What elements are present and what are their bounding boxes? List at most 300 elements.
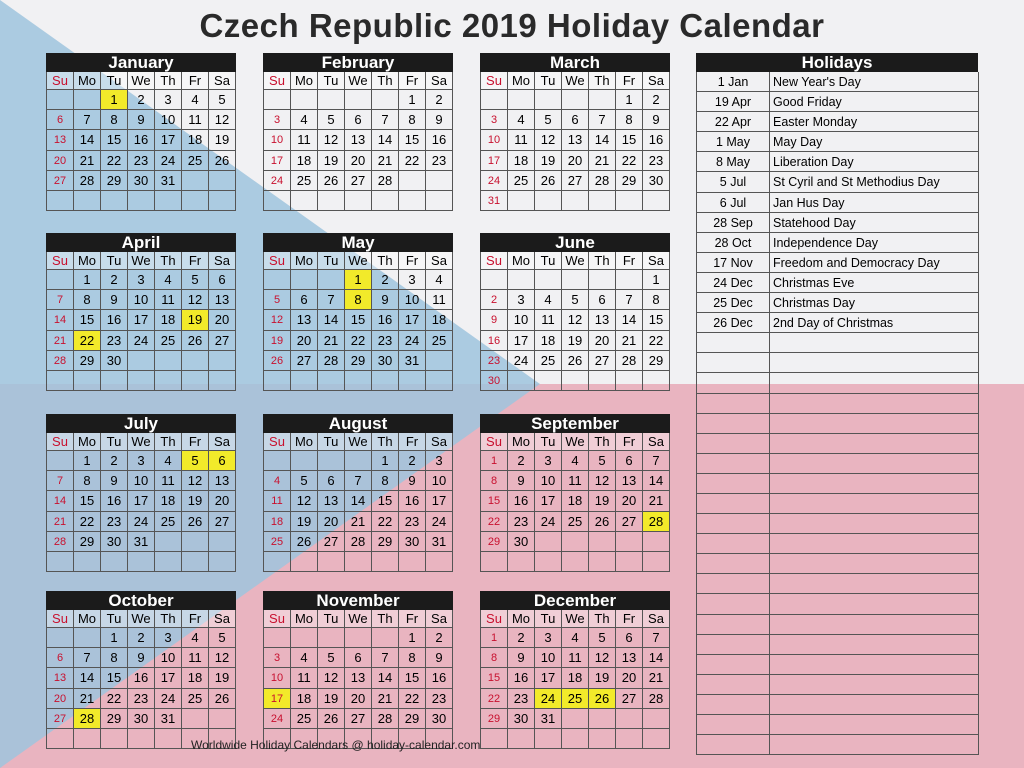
day-cell: 28 [47,351,74,371]
month-name: May [263,233,453,252]
day-cell: 9 [399,471,426,491]
day-cell: 10 [535,648,562,668]
empty-holiday-row [697,474,770,494]
empty-cell [535,191,562,211]
empty-holiday-row [697,695,770,715]
day-cell: 4 [155,270,182,290]
day-cell: 2 [508,628,535,648]
empty-cell [589,709,616,729]
empty-cell [74,729,101,749]
day-cell: 20 [562,151,589,171]
day-cell: 12 [589,648,616,668]
empty-holiday-row [770,735,979,755]
weekday-header: Th [155,72,182,90]
day-cell: 14 [47,310,74,330]
empty-cell [47,191,74,211]
day-cell: 8 [74,471,101,491]
day-cell: 4 [182,628,209,648]
day-cell: 15 [616,130,643,150]
day-cell: 9 [128,110,155,130]
weekday-header: Th [589,72,616,90]
day-cell: 5 [264,290,291,310]
day-cell: 4 [562,628,589,648]
day-cell: 16 [643,130,670,150]
day-cell: 12 [182,471,209,491]
day-cell: 29 [481,709,508,729]
day-cell: 28 [74,709,101,729]
day-cell: 31 [426,532,453,552]
empty-cell [128,351,155,371]
day-cell: 2 [101,270,128,290]
day-grid [263,72,453,211]
day-cell: 11 [182,110,209,130]
day-cell: 13 [291,310,318,330]
empty-cell [291,270,318,290]
empty-holiday-row [697,675,770,695]
day-cell: 2 [426,90,453,110]
empty-cell [616,371,643,391]
weekday-header: Mo [74,610,101,628]
day-cell: 6 [345,648,372,668]
month-may [263,233,453,391]
day-cell: 3 [481,110,508,130]
empty-cell [155,729,182,749]
day-cell: 19 [318,689,345,709]
weekday-header: Mo [291,433,318,451]
day-cell: 5 [182,270,209,290]
day-cell: 17 [535,668,562,688]
weekday-header: Sa [426,433,453,451]
day-cell: 1 [399,628,426,648]
empty-cell [508,729,535,749]
weekday-header: Th [155,433,182,451]
day-cell: 31 [128,532,155,552]
weekday-header: Mo [74,72,101,90]
weekday-header: Th [372,610,399,628]
empty-cell [47,552,74,572]
day-cell: 28 [372,709,399,729]
day-cell: 28 [74,171,101,191]
day-cell: 7 [643,451,670,471]
weekday-header: Tu [101,610,128,628]
day-cell: 17 [264,151,291,171]
empty-cell [264,270,291,290]
day-cell: 22 [74,512,101,532]
empty-holiday-row [770,615,979,635]
empty-cell [643,532,670,552]
holiday-name: May Day [770,132,979,152]
empty-cell [481,552,508,572]
day-cell: 27 [562,171,589,191]
empty-cell [508,90,535,110]
day-cell: 10 [155,648,182,668]
day-cell: 6 [616,628,643,648]
day-cell: 22 [74,331,101,351]
day-cell: 3 [535,451,562,471]
empty-cell [74,90,101,110]
month-name: February [263,53,453,72]
day-cell: 11 [508,130,535,150]
weekday-header: We [345,252,372,270]
day-cell: 9 [101,471,128,491]
empty-cell [155,371,182,391]
empty-cell [209,191,236,211]
day-cell: 7 [47,471,74,491]
day-grid [480,252,670,391]
weekday-header: Mo [508,252,535,270]
day-cell: 24 [128,331,155,351]
day-cell: 30 [508,709,535,729]
day-cell: 22 [399,689,426,709]
day-cell: 15 [399,668,426,688]
empty-cell [291,451,318,471]
day-cell: 26 [182,512,209,532]
empty-cell [562,552,589,572]
day-cell: 13 [345,130,372,150]
empty-cell [372,90,399,110]
day-cell: 15 [345,310,372,330]
empty-cell [562,191,589,211]
empty-cell [643,729,670,749]
day-cell: 3 [399,270,426,290]
day-cell: 14 [345,491,372,511]
holiday-name: New Year's Day [770,72,979,92]
empty-cell [345,552,372,572]
empty-cell [318,628,345,648]
empty-cell [74,628,101,648]
holiday-name: Statehood Day [770,213,979,233]
weekday-header: Fr [616,610,643,628]
empty-holiday-row [770,554,979,574]
empty-cell [643,371,670,391]
day-cell: 15 [372,491,399,511]
day-cell: 16 [372,310,399,330]
day-cell: 18 [182,668,209,688]
empty-cell [481,90,508,110]
day-cell: 18 [264,512,291,532]
empty-holiday-row [770,574,979,594]
weekday-header: Su [47,610,74,628]
weekday-header: Th [372,252,399,270]
day-cell: 15 [643,310,670,330]
weekday-header: Su [481,433,508,451]
day-cell: 26 [291,532,318,552]
day-cell: 23 [101,331,128,351]
month-name: December [480,591,670,610]
day-cell: 23 [399,512,426,532]
holiday-name: Freedom and Democracy Day [770,253,979,273]
weekday-header: Su [47,252,74,270]
day-cell: 13 [47,130,74,150]
empty-cell [589,90,616,110]
weekday-header: Su [481,610,508,628]
day-cell: 25 [562,689,589,709]
holidays-table [696,72,978,755]
empty-holiday-row [697,394,770,414]
empty-cell [508,191,535,211]
day-cell: 15 [399,130,426,150]
day-cell: 24 [264,171,291,191]
day-cell: 17 [128,310,155,330]
empty-cell [74,552,101,572]
weekday-header: Su [47,72,74,90]
day-cell: 20 [589,331,616,351]
month-february [263,53,453,211]
empty-cell [209,351,236,371]
weekday-header: Mo [291,252,318,270]
day-cell: 6 [47,110,74,130]
day-cell: 31 [155,171,182,191]
empty-holiday-row [770,594,979,614]
day-cell: 22 [101,689,128,709]
empty-cell [643,191,670,211]
day-cell: 4 [291,648,318,668]
weekday-header: Su [264,72,291,90]
day-cell: 24 [535,512,562,532]
empty-holiday-row [770,333,979,353]
day-cell: 11 [182,648,209,668]
day-cell: 12 [562,310,589,330]
day-cell: 19 [264,331,291,351]
day-cell: 30 [399,532,426,552]
day-cell: 23 [508,689,535,709]
weekday-header: Th [155,252,182,270]
weekday-header: Sa [426,610,453,628]
day-cell: 25 [155,512,182,532]
day-cell: 2 [508,451,535,471]
weekday-header: Fr [182,252,209,270]
weekday-header: Sa [643,252,670,270]
day-cell: 27 [345,171,372,191]
day-cell: 25 [155,331,182,351]
month-name: March [480,53,670,72]
day-cell: 24 [264,709,291,729]
day-cell: 28 [643,512,670,532]
month-july [46,414,236,572]
day-cell: 9 [426,648,453,668]
empty-holiday-row [770,715,979,735]
day-cell: 4 [264,471,291,491]
day-cell: 11 [264,491,291,511]
weekday-header: We [562,72,589,90]
day-grid [46,610,236,749]
weekday-header: Fr [182,433,209,451]
weekday-header: Fr [616,433,643,451]
empty-holiday-row [697,373,770,393]
month-april [46,233,236,391]
empty-cell [616,270,643,290]
weekday-header: We [345,433,372,451]
day-cell: 16 [508,668,535,688]
day-cell: 25 [182,151,209,171]
day-cell: 4 [562,451,589,471]
weekday-header: Su [481,72,508,90]
day-cell: 1 [643,270,670,290]
empty-cell [372,628,399,648]
day-cell: 22 [101,151,128,171]
day-cell: 29 [101,171,128,191]
empty-cell [74,191,101,211]
empty-cell [399,552,426,572]
day-cell: 1 [616,90,643,110]
day-cell: 28 [47,532,74,552]
empty-cell [182,171,209,191]
day-cell: 6 [589,290,616,310]
day-cell: 13 [616,471,643,491]
day-cell: 8 [74,290,101,310]
day-cell: 1 [481,451,508,471]
day-cell: 6 [209,270,236,290]
day-cell: 26 [264,351,291,371]
day-cell: 18 [291,151,318,171]
empty-cell [345,371,372,391]
empty-holiday-row [697,635,770,655]
day-cell: 11 [562,471,589,491]
day-cell: 12 [318,668,345,688]
day-cell: 28 [589,171,616,191]
weekday-header: Tu [535,252,562,270]
day-cell: 17 [481,151,508,171]
day-cell: 29 [74,351,101,371]
empty-cell [372,191,399,211]
holiday-name: Liberation Day [770,152,979,172]
day-cell: 7 [74,648,101,668]
holiday-date: 26 Dec [697,313,770,333]
day-cell: 12 [209,648,236,668]
holiday-date: 25 Dec [697,293,770,313]
holiday-name: Easter Monday [770,112,979,132]
empty-cell [399,371,426,391]
day-cell: 21 [318,331,345,351]
day-cell: 14 [589,130,616,150]
weekday-header: Tu [318,433,345,451]
empty-cell [426,191,453,211]
day-cell: 23 [128,151,155,171]
day-cell: 14 [372,668,399,688]
day-cell: 4 [291,110,318,130]
empty-cell [562,709,589,729]
day-cell: 27 [209,331,236,351]
month-name: June [480,233,670,252]
day-cell: 16 [426,668,453,688]
month-name: August [263,414,453,433]
day-cell: 11 [155,471,182,491]
day-cell: 25 [562,512,589,532]
day-cell: 18 [291,689,318,709]
day-cell: 28 [643,689,670,709]
day-cell: 18 [535,331,562,351]
empty-holiday-row [697,494,770,514]
day-cell: 5 [589,628,616,648]
day-cell: 27 [47,709,74,729]
day-cell: 9 [481,310,508,330]
empty-holiday-row [697,514,770,534]
day-cell: 14 [318,310,345,330]
empty-holiday-row [697,554,770,574]
weekday-header: Sa [209,610,236,628]
day-cell: 26 [535,171,562,191]
weekday-header: Tu [101,433,128,451]
day-cell: 7 [589,110,616,130]
day-cell: 24 [426,512,453,532]
empty-cell [155,351,182,371]
empty-holiday-row [770,695,979,715]
day-cell: 22 [481,689,508,709]
day-cell: 13 [616,648,643,668]
day-cell: 24 [128,512,155,532]
day-cell: 28 [345,532,372,552]
day-cell: 28 [318,351,345,371]
day-cell: 8 [643,290,670,310]
empty-cell [589,532,616,552]
day-cell: 2 [372,270,399,290]
empty-cell [616,532,643,552]
day-cell: 21 [589,151,616,171]
empty-holiday-row [770,514,979,534]
day-cell: 11 [291,130,318,150]
day-cell: 21 [643,491,670,511]
day-cell: 5 [318,648,345,668]
day-cell: 19 [589,668,616,688]
day-cell: 5 [562,290,589,310]
day-cell: 27 [291,351,318,371]
weekday-header: Sa [209,72,236,90]
empty-cell [74,371,101,391]
day-cell: 14 [616,310,643,330]
day-cell: 24 [399,331,426,351]
day-cell: 13 [47,668,74,688]
weekday-header: Fr [616,252,643,270]
weekday-header: Fr [182,72,209,90]
day-cell: 3 [128,270,155,290]
day-cell: 3 [264,110,291,130]
day-cell: 25 [508,171,535,191]
empty-cell [508,371,535,391]
day-cell: 20 [47,151,74,171]
day-cell: 20 [345,689,372,709]
empty-cell [182,709,209,729]
day-cell: 27 [345,709,372,729]
day-grid [480,610,670,749]
empty-holiday-row [697,594,770,614]
day-cell: 24 [508,351,535,371]
weekday-header: Sa [643,433,670,451]
empty-cell [291,552,318,572]
empty-cell [426,171,453,191]
empty-holiday-row [697,735,770,755]
day-cell: 13 [318,491,345,511]
day-cell: 26 [589,689,616,709]
empty-cell [643,552,670,572]
day-cell: 17 [426,491,453,511]
day-cell: 31 [481,191,508,211]
day-cell: 22 [399,151,426,171]
weekday-header: Mo [291,610,318,628]
day-cell: 7 [318,290,345,310]
day-cell: 9 [372,290,399,310]
footer-credit: Worldwide Holiday Calendars @ holiday-calendar.com [191,738,481,752]
day-cell: 21 [372,689,399,709]
day-cell: 20 [616,668,643,688]
day-cell: 24 [481,171,508,191]
day-cell: 28 [616,351,643,371]
day-cell: 3 [426,451,453,471]
empty-cell [182,532,209,552]
day-cell: 18 [155,491,182,511]
day-cell: 22 [481,512,508,532]
empty-cell [155,191,182,211]
empty-holiday-row [770,534,979,554]
